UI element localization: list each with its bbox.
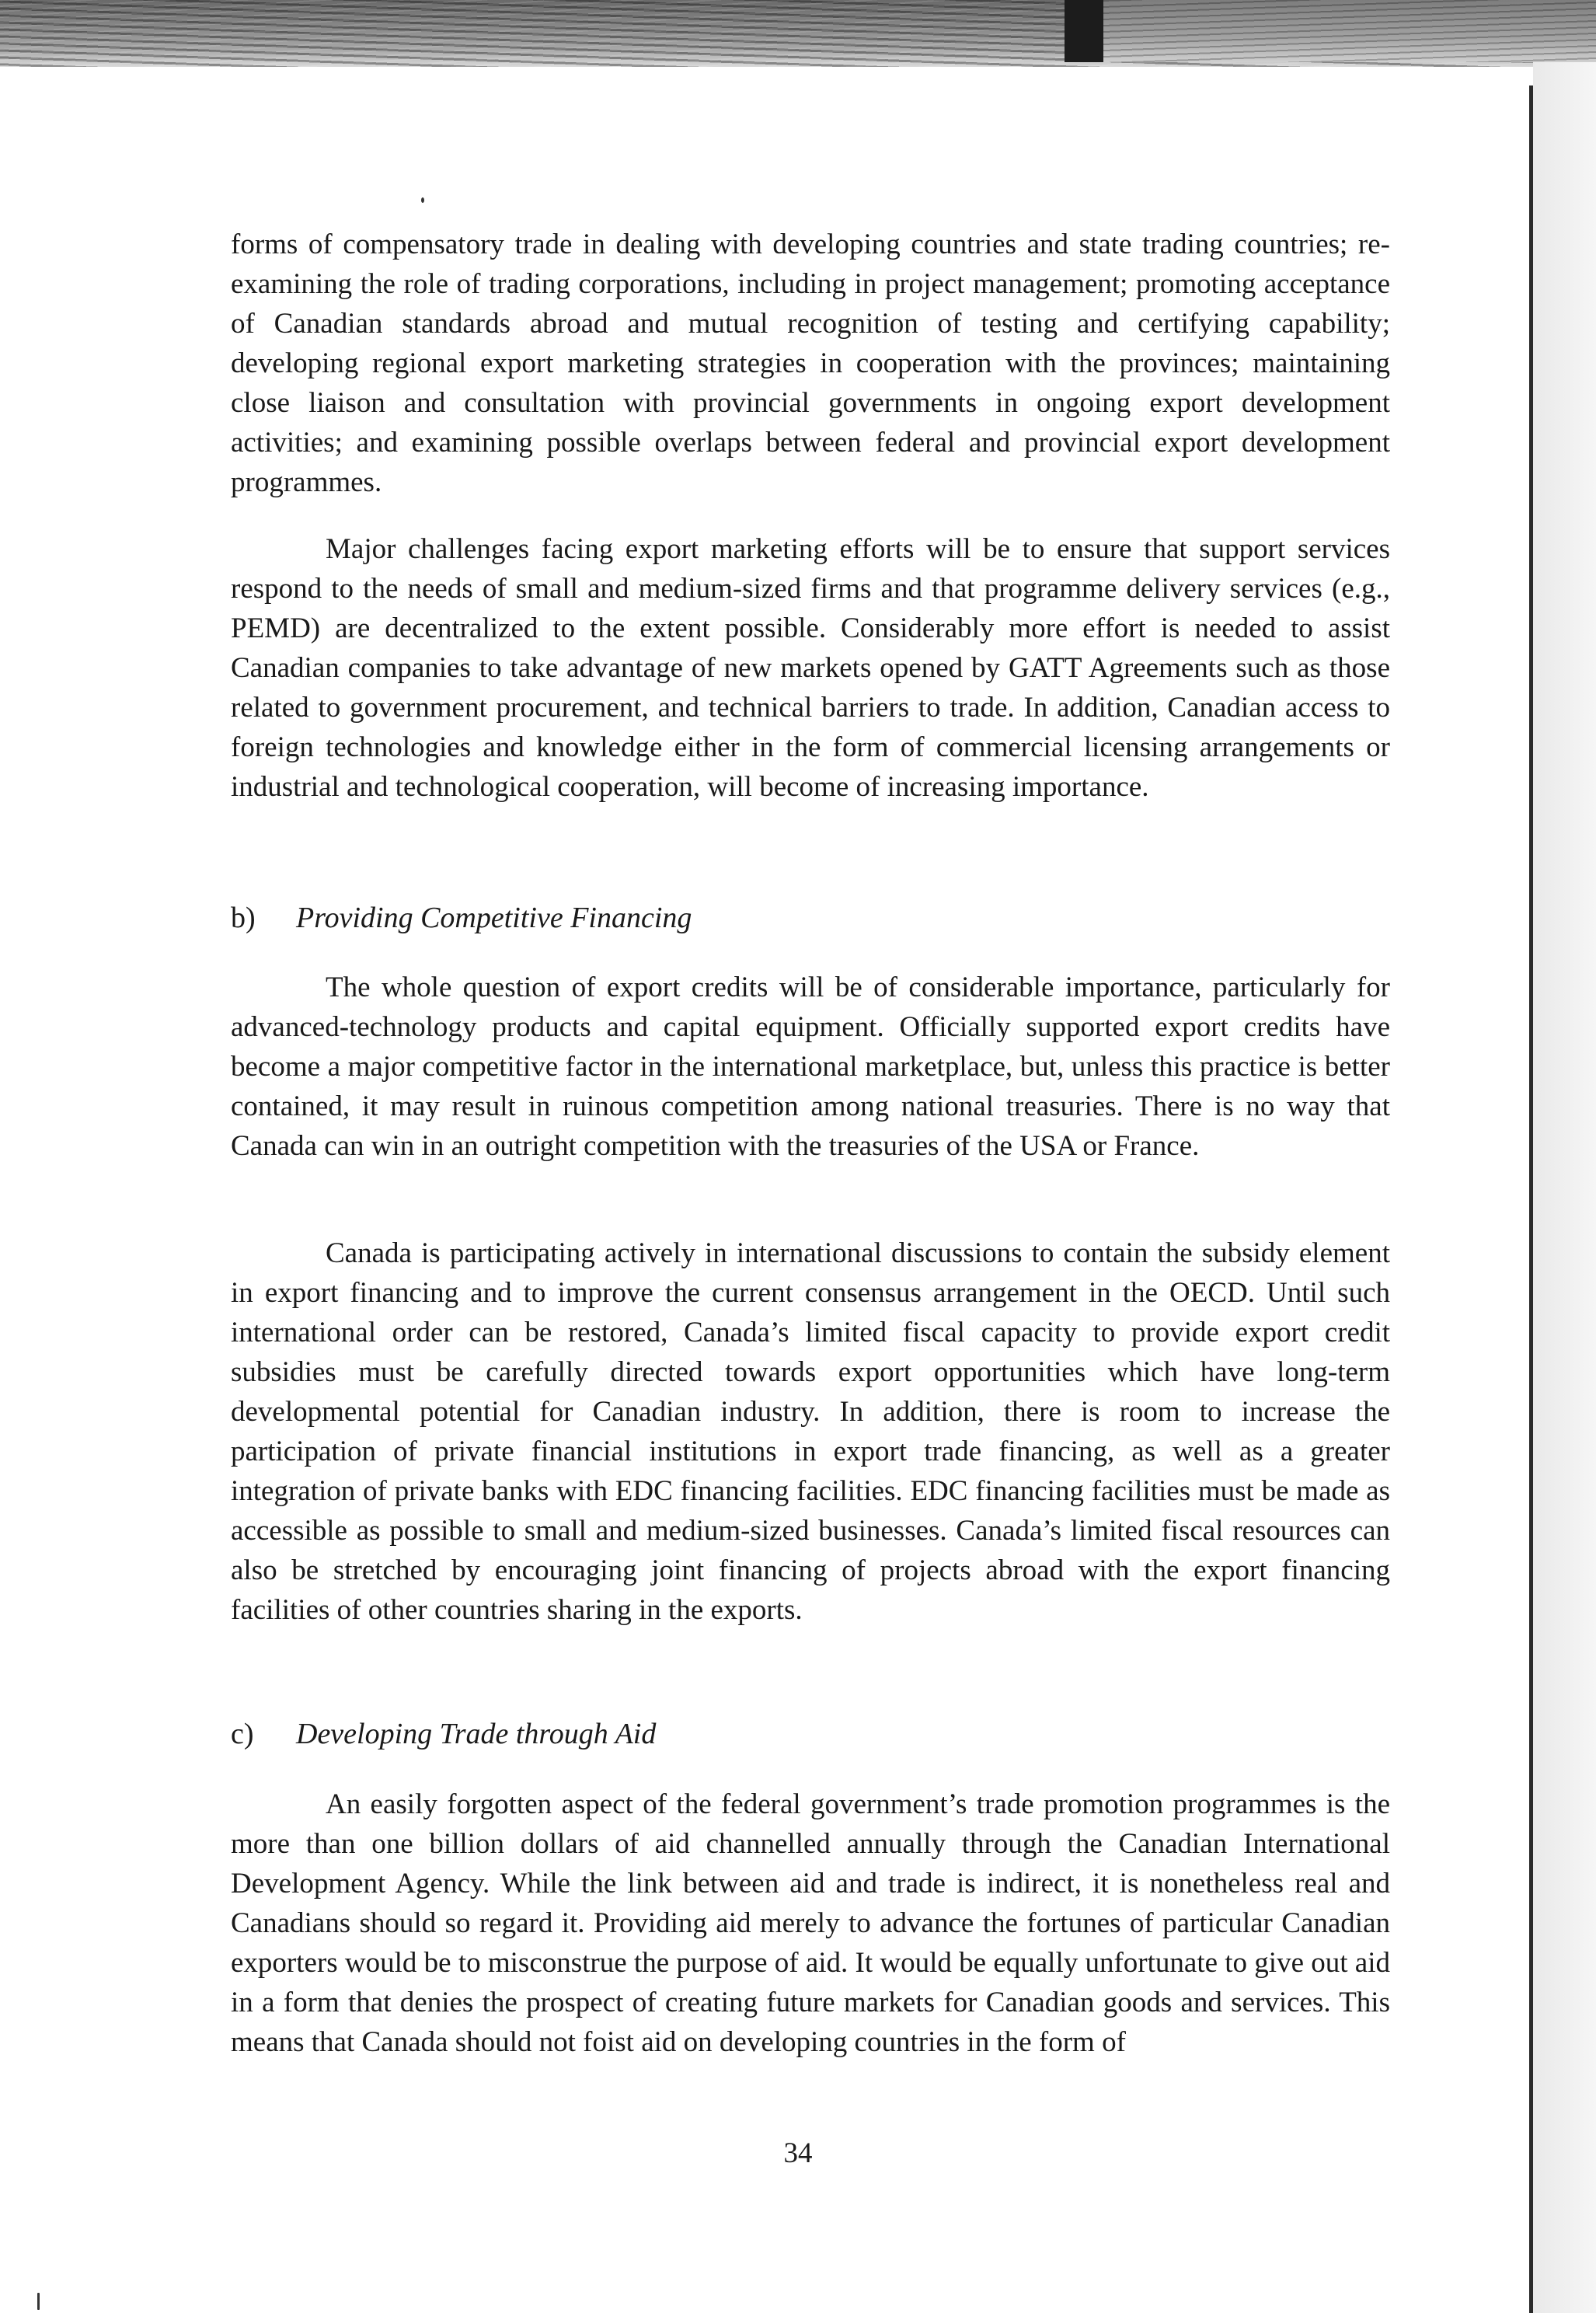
paragraph-2: Major challenges facing export marketing efforts will be to ensure that support services respond to the needs of small and medium-sized firms and that programme delivery services (e.g., PEMD) are decentralized to the extent possible. Considerably more effort is needed to assist Canadian companies to take advantage of new markets opened by GATT Agreements such as those related to government procurement, and technical barriers to trade. In addition, Canadian access to foreign technologies and knowledge either in the form of commercial licensing arrangements or industrial and technological cooperation, will become of increasing importance. [231,533,1390,803]
paragraph-5: An easily forgotten aspect of the federal government’s trade promotion programmes is the more than one billion dollars of aid channelled annually through the Canadian International Development Agency. While the link between aid and trade is indirect, it is nonetheless real and Canadians should so regard it. Providing aid merely to advance the fortunes of particular Canadian exporters would be to misconstrue the purpose of aid. It would be equally unfortunate to give out aid in a form that denies the prospect of creating future markets for Canadian goods and services. This means that Canada should not foist aid on developing countries in the form of [231,1788,1390,2058]
section-title: Providing Competitive Financing [296,902,692,934]
page-edge-shade [1533,62,1596,2313]
section-heading-c [231,1715,656,1753]
section-title: Developing Trade through Aid [296,1718,657,1750]
page-number: 34 [783,2137,813,2169]
page-edge-line [1529,85,1533,2313]
scan-top-band-right [1103,0,1596,62]
scan-speck [37,2293,40,2310]
paragraph-3: The whole question of export credits will be of considerable importance, particularly for advanced-technology products and capital equipment. Officially supported export credits have become a major competitive factor in the international marketplace, but, unless this practice is better contained, it may result in ruinous competition among national treasuries. There is no way that Canada can win in an outright competition with the treasuries of the USA or France. [231,972,1390,1162]
paragraph-4: Canada is participating actively in international discussions to contain the subsidy element in export financing and to improve the current consensus arrangement in the OECD. Until such international order can be restored, Canada’s limited fiscal capacity to provide export credit subsidies must be carefully directed towards export opportunities which have long-term developmental potential for Canadian industry. In addition, there is room to increase the participation of private financial institutions in export trade financing, as well as a greater integration of private banks with EDC financing facilities. EDC financing facilities must be made as accessible as possible to small and medium-sized businesses. Canada’s limited fiscal resources can also be stretched by encouraging joint financing of projects abroad with the export financing facilities of other countries sharing in the exports. [231,1237,1390,1626]
paragraph-1: forms of compensatory trade in dealing with developing countries and state trading countries; re-examining the role of trading corporations, including in project management; promoting acceptance of Canadian standards abroad and mutual recognition of testing and certifying capability; developing regional export marketing strategies in cooperation with the provinces; maintaining close liaison and consultation with provincial governments in ongoing export development activities; and examining possible overlaps between federal and provincial export development programmes. [231,229,1390,498]
section-letter: c) [231,1718,254,1750]
scan-top-dark-block [1065,0,1103,62]
scan-speck [421,197,424,203]
section-heading-b [231,898,692,937]
section-letter: b) [231,902,256,934]
